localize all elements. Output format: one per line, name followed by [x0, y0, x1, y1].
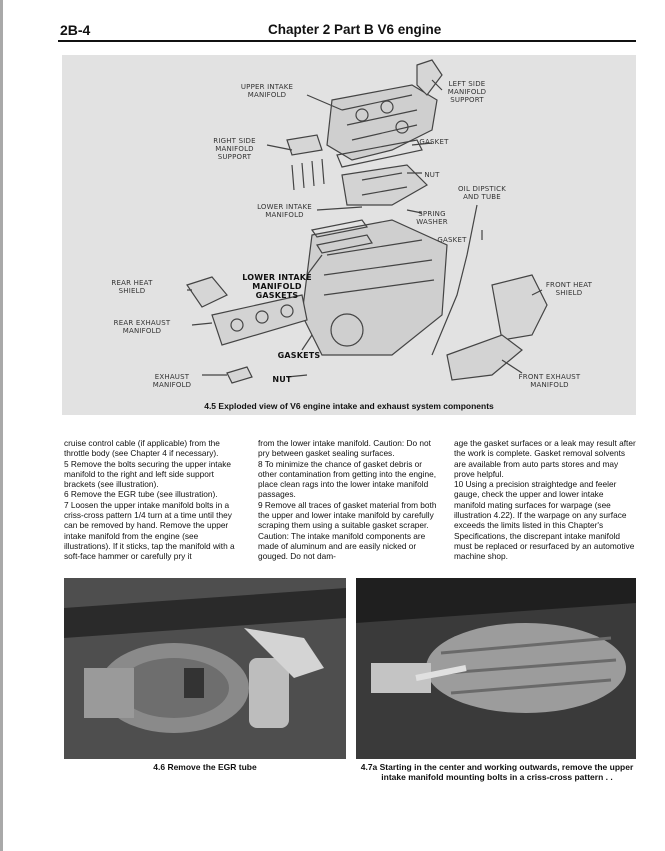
- paragraph: 8 To minimize the chance of gasket debris or other contamination from getting into the engine, place clean rags into the lower intake manifold passages.: [258, 458, 437, 500]
- photo-caption-4-6: 4.6 Remove the EGR tube: [153, 762, 257, 772]
- photo-intake-bolts-drawing: [356, 578, 636, 759]
- header-rule: [58, 40, 636, 42]
- paragraph: age the gasket surfaces or a leak may result after the work is complete. Gasket removal solvents are available from auto parts stores and may prove helpful.: [454, 438, 636, 479]
- photo-egr-tube: [64, 578, 346, 759]
- figure-caption-4-5: 4.5 Exploded view of V6 engine intake and exhaust system components: [204, 401, 494, 411]
- paragraph: from the lower intake manifold. Caution: Do not pry between gasket sealing surfaces.: [258, 438, 431, 459]
- label-spring-washer: SPRING WASHER: [416, 210, 448, 226]
- label-front-heat-shield: FRONT HEAT SHIELD: [545, 281, 593, 297]
- label-lower-intake-manifold: LOWER INTAKE MANIFOLD: [257, 203, 312, 219]
- photo-egr-tube-drawing: [64, 578, 346, 759]
- label-rear-heat-shield: REAR HEAT SHIELD: [111, 279, 153, 295]
- label-nut-top: NUT: [424, 171, 440, 179]
- page-number: 2B-4: [60, 22, 91, 38]
- label-rear-exhaust-manifold: REAR EXHAUST MANIFOLD: [113, 319, 171, 335]
- page-header: [58, 20, 636, 40]
- chapter-title: Chapter 2 Part B V6 engine: [268, 22, 442, 37]
- label-front-exhaust-manifold: FRONT EXHAUST MANIFOLD: [518, 373, 581, 389]
- paragraph: 6 Remove the EGR tube (see illustration).: [64, 489, 218, 500]
- paragraph: 5 Remove the bolts securing the upper intake manifold to the right and left side support brackets (see illustration).: [64, 458, 231, 490]
- paragraph: 10 Using a precision straightedge and feeler gauge, check the upper and lower intake manifold mating surfaces for warpage (see illustration 4.22). If the warpage on any surface exceeds the limits listed in this Chapter's Specifications, the discrepant intake manifold must be replaced or resurfaced by an automotive machine shop.: [454, 479, 635, 562]
- paragraph: 7 Loosen the upper intake manifold bolts in a criss-cross pattern 1/4 turn at a time until they can be removed by hand. Remove the upper intake manifold from the engine (see illustrations). If it sticks, tap the manifold with a soft-face hammer or carefully pry it: [64, 499, 235, 562]
- photo-caption-4-7a: 4.7a Starting in the center and working outwards, remove the upper intake manifold mounting bolts in a criss-cross pattern . .: [360, 762, 634, 782]
- text-column-2: [258, 438, 438, 562]
- label-right-side-support: RIGHT SIDE MANIFOLD SUPPORT: [213, 137, 256, 161]
- label-gasket-mid: GASKET: [437, 236, 467, 244]
- label-left-side-support: LEFT SIDE MANIFOLD SUPPORT: [447, 80, 487, 104]
- exploded-view-drawing: [62, 55, 636, 415]
- label-oil-dipstick: OIL DIPSTICK AND TUBE: [457, 185, 507, 201]
- label-gaskets: GASKETS: [277, 351, 321, 360]
- photo-intake-bolts: [356, 578, 636, 759]
- label-upper-intake-manifold: UPPER INTAKE MANIFOLD: [240, 83, 294, 99]
- label-gasket-top: GASKET: [419, 138, 449, 146]
- label-exhaust-manifold: EXHAUST MANIFOLD: [152, 373, 192, 389]
- paragraph: 9 Remove all traces of gasket material from both the upper and lower intake manifold by carefully scraping them using a suitable gasket scraper. Caution: The intake manifold components are made of aluminum and are easily nicked or gouged. Do not dam-: [258, 499, 437, 562]
- exploded-view-figure: [62, 55, 636, 415]
- paragraph: cruise control cable (if applicable) from the throttle body (see Chapter 4 if necessary).: [64, 438, 220, 459]
- page-edge: [0, 0, 3, 851]
- text-column-3: [454, 438, 636, 562]
- label-lower-intake-gaskets: LOWER INTAKE MANIFOLD GASKETS: [242, 273, 312, 300]
- text-column-1: [64, 438, 244, 562]
- label-nut-bottom: NUT: [272, 375, 292, 384]
